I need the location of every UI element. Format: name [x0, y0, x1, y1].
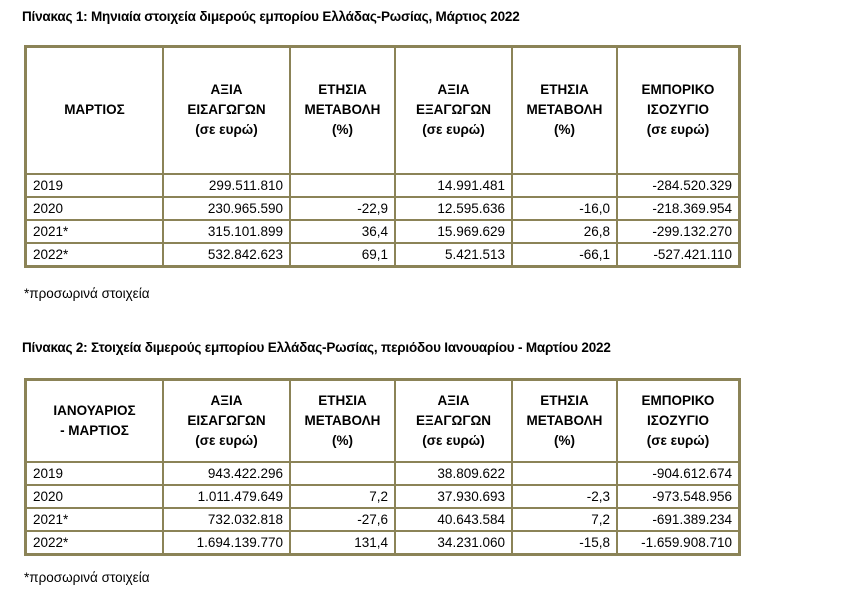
cell-imports: 230.965.590: [163, 197, 290, 220]
cell-exports: 40.643.584: [395, 508, 512, 531]
table-row: [26, 485, 740, 508]
cell-balance: -691.389.234: [617, 508, 740, 531]
cell-year: 2022*: [26, 243, 164, 267]
table1: [24, 45, 741, 268]
cell-exports: 5.421.513: [395, 243, 512, 267]
header-imports: ΑΞΙΑ ΕΙΣΑΓΩΓΩΝ (σε ευρώ): [163, 47, 290, 174]
cell-year: 2021*: [26, 220, 164, 243]
header-period: ΙΑΝΟΥΑΡΙΟΣ - ΜΑΡΤΙΟΣ: [26, 380, 164, 462]
table-header-row: [26, 380, 740, 462]
header-balance: ΕΜΠΟΡΙΚΟ ΙΣΟΖΥΓΙΟ (σε ευρώ): [617, 47, 740, 174]
header-imports: ΑΞΙΑ ΕΙΣΑΓΩΓΩΝ (σε ευρώ): [163, 380, 290, 462]
table2-caption: Πίνακας 2: Στοιχεία διμερούς εμπορίου Ελλάδας-Ρωσίας, περιόδου Ιανουαρίου - Μαρτίου 2022: [22, 340, 611, 355]
cell-balance: -904.612.674: [617, 462, 740, 485]
table-row: [26, 174, 740, 197]
table1-caption: Πίνακας 1: Μηνιαία στοιχεία διμερούς εμπορίου Ελλάδας-Ρωσίας, Μάρτιος 2022: [22, 9, 520, 24]
cell-imports: 1.011.479.649: [163, 485, 290, 508]
cell-year: 2022*: [26, 531, 164, 555]
cell-imports: 943.422.296: [163, 462, 290, 485]
header-period: ΜΑΡΤΙΟΣ: [26, 47, 164, 174]
header-exports-change: ΕΤΗΣΙΑ ΜΕΤΑΒΟΛΗ (%): [512, 47, 617, 174]
cell-year: 2020: [26, 485, 164, 508]
cell-imports: 315.101.899: [163, 220, 290, 243]
cell-exports: 12.595.636: [395, 197, 512, 220]
cell-exports-change: -15,8: [512, 531, 617, 555]
cell-exports-change: 7,2: [512, 508, 617, 531]
header-exports: ΑΞΙΑ ΕΞΑΓΩΓΩΝ (σε ευρώ): [395, 47, 512, 174]
cell-imports-change: [290, 174, 395, 197]
cell-balance: -1.659.908.710: [617, 531, 740, 555]
cell-imports-change: 7,2: [290, 485, 395, 508]
cell-year: 2019: [26, 174, 164, 197]
cell-exports: 37.930.693: [395, 485, 512, 508]
cell-balance: -284.520.329: [617, 174, 740, 197]
table-row: [26, 197, 740, 220]
cell-imports: 1.694.139.770: [163, 531, 290, 555]
cell-balance: -527.421.110: [617, 243, 740, 267]
cell-exports-change: [512, 174, 617, 197]
cell-imports-change: -27,6: [290, 508, 395, 531]
table-row: [26, 220, 740, 243]
table-row: [26, 531, 740, 555]
cell-imports-change: 69,1: [290, 243, 395, 267]
cell-imports: 299.511.810: [163, 174, 290, 197]
table-row: [26, 462, 740, 485]
cell-exports: 38.809.622: [395, 462, 512, 485]
cell-imports-change: [290, 462, 395, 485]
table-header-row: [26, 47, 740, 174]
cell-balance: -218.369.954: [617, 197, 740, 220]
cell-exports-change: -16,0: [512, 197, 617, 220]
cell-exports: 34.231.060: [395, 531, 512, 555]
table-row: [26, 243, 740, 267]
cell-imports-change: -22,9: [290, 197, 395, 220]
cell-exports-change: -66,1: [512, 243, 617, 267]
table2-note: *προσωρινά στοιχεία: [24, 570, 150, 585]
cell-imports-change: 131,4: [290, 531, 395, 555]
cell-exports: 14.991.481: [395, 174, 512, 197]
cell-exports-change: [512, 462, 617, 485]
cell-balance: -299.132.270: [617, 220, 740, 243]
table-row: [26, 508, 740, 531]
header-exports: ΑΞΙΑ ΕΞΑΓΩΓΩΝ (σε ευρώ): [395, 380, 512, 462]
cell-year: 2021*: [26, 508, 164, 531]
header-balance: ΕΜΠΟΡΙΚΟ ΙΣΟΖΥΓΙΟ (σε ευρώ): [617, 380, 740, 462]
cell-exports-change: -2,3: [512, 485, 617, 508]
cell-year: 2019: [26, 462, 164, 485]
cell-exports-change: 26,8: [512, 220, 617, 243]
table2: [24, 378, 741, 556]
cell-imports: 732.032.818: [163, 508, 290, 531]
header-imports-change: ΕΤΗΣΙΑ ΜΕΤΑΒΟΛΗ (%): [290, 380, 395, 462]
cell-imports: 532.842.623: [163, 243, 290, 267]
table1-note: *προσωρινά στοιχεία: [24, 286, 150, 301]
cell-year: 2020: [26, 197, 164, 220]
cell-exports: 15.969.629: [395, 220, 512, 243]
cell-imports-change: 36,4: [290, 220, 395, 243]
cell-balance: -973.548.956: [617, 485, 740, 508]
header-exports-change: ΕΤΗΣΙΑ ΜΕΤΑΒΟΛΗ (%): [512, 380, 617, 462]
header-imports-change: ΕΤΗΣΙΑ ΜΕΤΑΒΟΛΗ (%): [290, 47, 395, 174]
